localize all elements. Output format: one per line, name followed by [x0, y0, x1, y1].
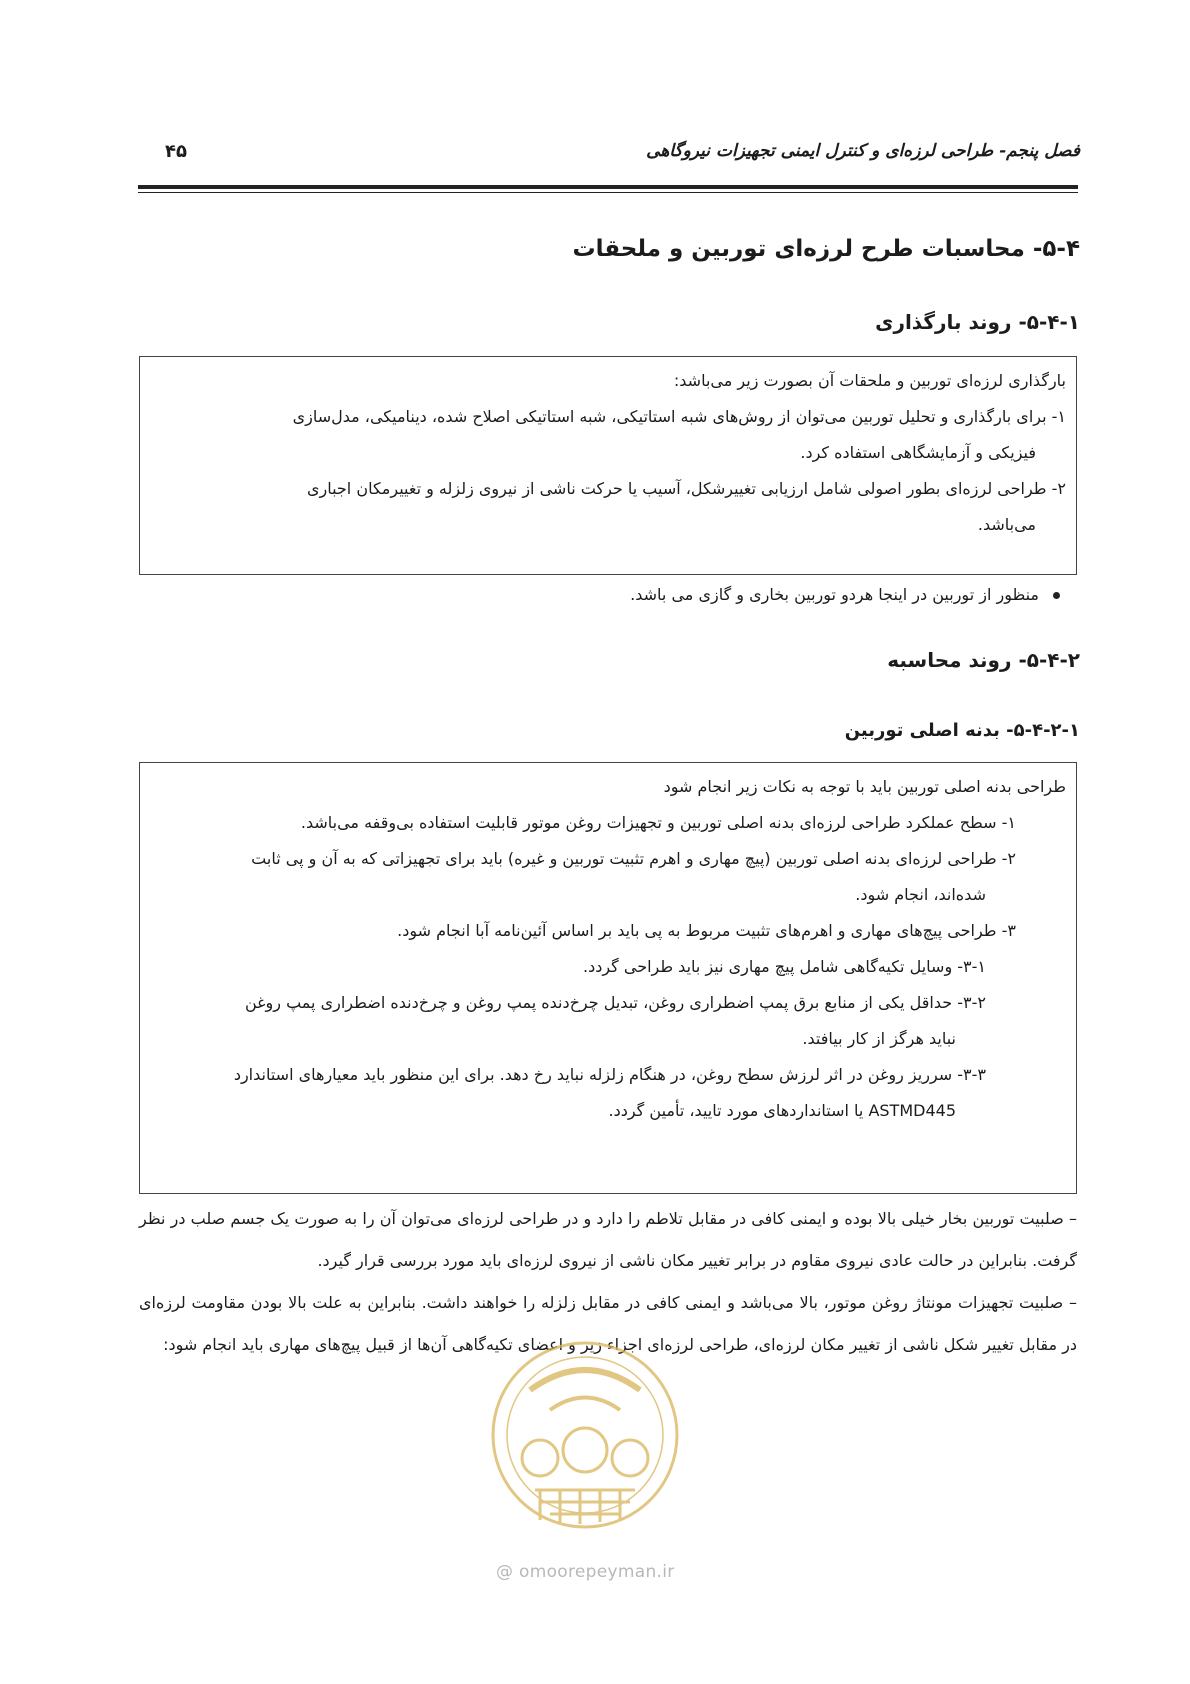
watermark-seal-icon — [480, 1330, 690, 1540]
header-rule — [138, 185, 1078, 189]
paragraph-oil-equipment: – صلبیت تجهیزات مونتاژ روغن موتور، بالا می‌باشد و ایمنی کافی در مقابل زلزله را خواهند داشت. بنابراین به علت بالا بودن مقاومت لرزه‌ای در مقابل تغییر شکل ناشی از تغییر مکان لرزه‌ای، طراحی لرزه‌ای اجزاء زیر و اعضای تکیه‌گاهی آن‌ها از قبیل پیچ‌های مهاری باید انجام شود: — [139, 1293, 1077, 1354]
paragraph-steam-turbine: – صلبیت توربین بخار خیلی بالا بوده و ایمنی کافی در مقابل تلاطم را دارد و در طراحی لرزه‌ای می‌توان آن را به صورت یک جسم صلب در نظر گرفت. بنابراین در حالت عادی نیروی مقاوم در برابر تغییر مکان ناشی از نیروی لرزه‌ای باید مورد بررسی قرار گیرد. — [139, 1209, 1077, 1270]
turbine-item-3-2: ۳-۲- حداقل یکی از منابع برق پمپ اضطراری روغن، تبدیل چرخ‌دنده پمپ روغن و چرخ‌دنده اضطراری پمپ روغن — [245, 993, 986, 1012]
turbine-item-3-3: ۳-۳- سرریز روغن در اثر لرزش سطح روغن، در هنگام زلزله نباید رخ دهد. برای این منظور باید معیارهای استاندارد — [233, 1065, 986, 1084]
loading-item-2-cont: می‌باشد. — [977, 515, 1036, 534]
section-heading: ۵-۴- محاسبات طرح لرزه‌ای توربین و ملحقات — [572, 236, 1080, 262]
bullet-text: منظور از توربین در اینجا هردو توربین بخاری و گازی می باشد. — [630, 585, 1039, 604]
bullet-icon — [1053, 592, 1060, 599]
subsection-heading-calculation: ۵-۴-۲- روند محاسبه — [887, 648, 1080, 672]
loading-intro: بارگذاری لرزه‌ای توربین و ملحقات آن بصورت زیر می‌باشد: — [673, 371, 1066, 390]
page-number: ۴۵ — [165, 141, 187, 162]
subsubsection-heading-turbine-body: ۵-۴-۲-۱- بدنه اصلی توربین — [844, 720, 1080, 741]
loading-item-1-cont: فیزیکی و آزمایشگاهی استفاده کرد. — [800, 443, 1036, 462]
standard-code: ASTMD445 — [868, 1101, 956, 1120]
turbine-item-3-1: ۳-۱- وسایل تکیه‌گاهی شامل پیچ مهاری نیز باید طراحی گردد. — [582, 957, 986, 976]
turbine-item-3-2-cont: نباید هرگز از کار بیافتد. — [802, 1029, 956, 1048]
loading-item-2: ۲- طراحی لرزه‌ای بطور اصولی شامل ارزیابی تغییرشکل، آسیب یا حرکت ناشی از نیروی زلزله و تغییرمکان اجباری — [306, 479, 1066, 498]
loading-box — [139, 356, 1077, 575]
turbine-body-box — [139, 762, 1077, 1194]
turbine-intro: طراحی بدنه اصلی توربین باید با توجه به نکات زیر انجام شود — [663, 777, 1066, 796]
turbine-item-3-3-cont — [152, 1093, 1066, 1129]
loading-item-1: ۱- برای بارگذاری و تحلیل توربین می‌توان از روش‌های شبه استاتیکی، شبه استاتیکی اصلاح شده، دینامیکی، مدل‌سازی — [292, 407, 1066, 426]
subsection-heading-loading: ۵-۴-۱- روند بارگذاری — [875, 310, 1080, 334]
turbine-item-3: ۳- طراحی پیچ‌های مهاری و اهرم‌های تثبیت مربوط به پی باید بر اساس آئین‌نامه آبا انجام شود. — [397, 921, 1016, 940]
chapter-title: فصل پنجم- طراحی لرزه‌ای و کنترل ایمنی تجهیزات نیروگاهی — [646, 141, 1080, 161]
standard-text: یا استانداردهای مورد تایید، تأمین گردد. — [608, 1101, 869, 1120]
bullet-note — [630, 580, 1060, 610]
header-rule-thin — [138, 192, 1078, 193]
turbine-item-2: ۲- طراحی لرزه‌ای بدنه اصلی توربین (پیچ مهاری و اهرم تثبیت توربین و غیره) باید برای تجهیزاتی که به آن و پی ثابت — [251, 849, 1016, 868]
turbine-item-2-cont: شده‌اند، انجام شود. — [855, 885, 986, 904]
turbine-item-1: ۱- سطح عملکرد طراحی لرزه‌ای بدنه اصلی توربین و تجهیزات روغن موتور قابلیت استفاده بی‌وقفه می‌باشد. — [300, 813, 1016, 832]
watermark-url: @ omoorepeyman.ir — [496, 1562, 675, 1582]
